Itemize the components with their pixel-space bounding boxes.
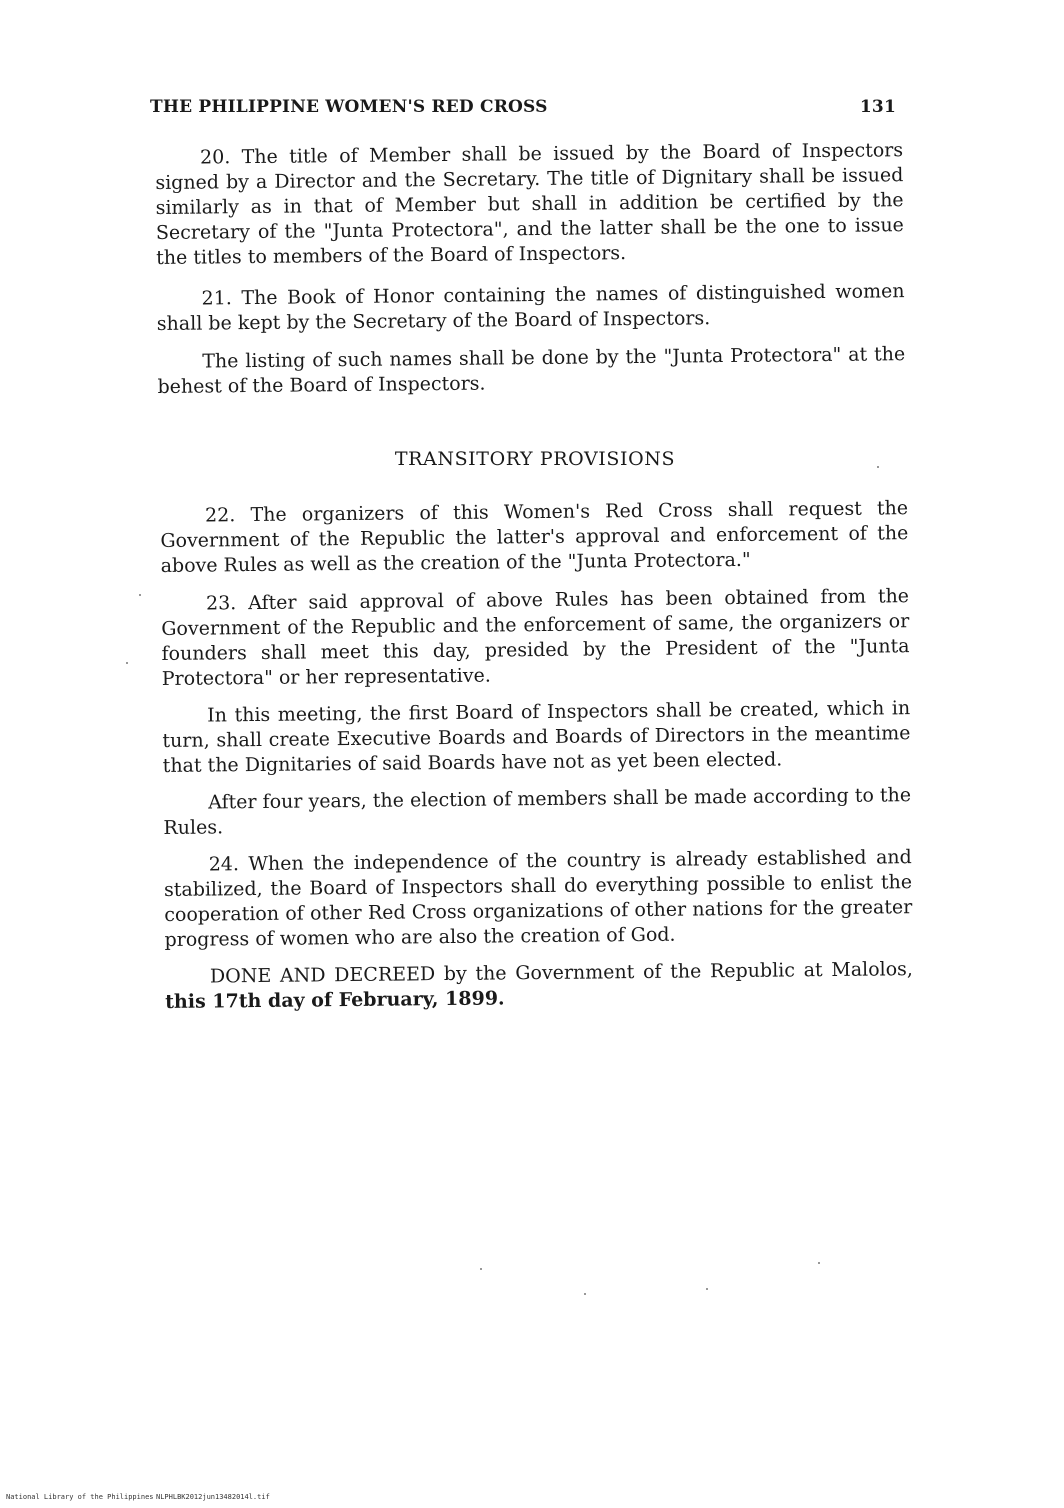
- closing-lead: DONE AND DECREED by the Government of the Republic at Malolos,: [209, 958, 914, 988]
- running-head-title: THE PHILIPPINE WOMEN'S RED CROSS: [150, 97, 548, 117]
- paragraph-book-of-honor-listing: The listing of such names shall be done by the "Junta Protectora" at the behest of the Board of Inspectors.: [157, 343, 906, 398]
- section-heading: TRANSITORY PROVISIONS: [394, 448, 676, 470]
- top-section: [155, 138, 906, 400]
- footer-source: National Library of the Philippines: [6, 1493, 154, 1501]
- paragraph-22: 22. The organizers of this Women's Red Cross shall request the Government of the Republic the latter's approval and enforcement of the above Rules as well as the creation of the "Junta Protectora.": [160, 497, 909, 577]
- footer-identifier: NLPHLBK2012jun13482014l.tif: [156, 1493, 270, 1501]
- closing-date: this 17th day of February, 1899.: [165, 987, 505, 1013]
- paragraph-20: 20. The title of Member shall be issued by the Board of Inspectors signed by a Director and the Secretary. The title of Dignitary shall be issued similarly as in that of Member but shall in addition be certified by the Secretary of the "Junta Protectora", and the latter shall be the one to issue the titles to members of the Board of Inspectors.: [155, 139, 904, 269]
- transitory-section: [160, 496, 913, 1015]
- closing-decree: [165, 957, 913, 1015]
- page-number: 131: [859, 97, 896, 117]
- paragraph-election: After four years, the election of members shall be made according to the Rules.: [163, 784, 912, 839]
- paragraph-24: 24. When the independence of the country is already established and stabilized, the Board of Inspectors shall do everything possible to enlist the cooperation of other Red Cross organizations of other nations for the greater progress of women who are also the creation of God.: [163, 846, 913, 951]
- scan-footer: [6, 1493, 270, 1501]
- paragraph-first-meeting: In this meeting, the first Board of Inspectors shall be created, which in turn, shall create Executive Boards and Boards of Directors in the meantime that the Dignitaries of said Boards have not as yet been elected.: [162, 697, 911, 777]
- paragraph-21: 21. The Book of Honor containing the names of distinguished women shall be kept by the Secretary of the Board of Inspectors.: [156, 280, 905, 335]
- paragraph-23: 23. After said approval of above Rules has been obtained from the Government of the Republic and the enforcement of same, the organizers or founders shall meet this day, presided by the President of the "Junta Protectora" or her representative.: [161, 585, 910, 690]
